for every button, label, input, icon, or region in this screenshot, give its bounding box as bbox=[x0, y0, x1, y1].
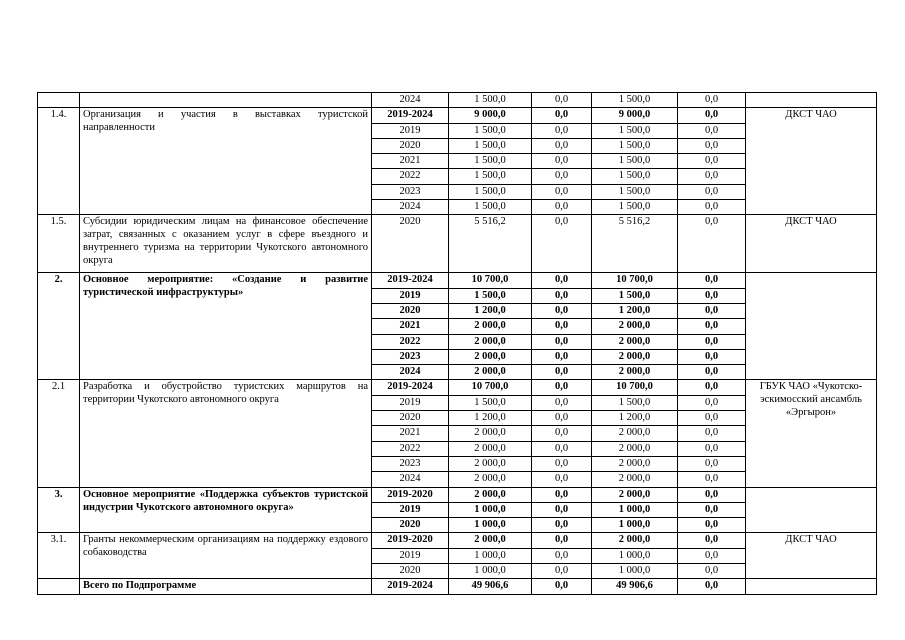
total-cell: 1 000,0 bbox=[449, 502, 532, 517]
table-row bbox=[38, 108, 877, 123]
other-sources-cell: 0,0 bbox=[678, 334, 746, 349]
total-cell: 1 500,0 bbox=[449, 395, 532, 410]
other-sources-cell: 0,0 bbox=[678, 200, 746, 215]
total-cell: 2 000,0 bbox=[449, 349, 532, 364]
item-number: 1.5. bbox=[38, 215, 80, 273]
year-cell: 2024 bbox=[372, 93, 449, 108]
total-cell: 1 500,0 bbox=[449, 169, 532, 184]
federal-budget-cell: 0,0 bbox=[532, 380, 592, 395]
item-number bbox=[38, 579, 80, 594]
other-sources-cell: 0,0 bbox=[678, 273, 746, 288]
item-number: 3.1. bbox=[38, 533, 80, 579]
item-name bbox=[80, 93, 372, 108]
regional-budget-cell: 49 906,6 bbox=[592, 579, 678, 594]
total-cell: 2 000,0 bbox=[449, 441, 532, 456]
regional-budget-cell: 1 500,0 bbox=[592, 200, 678, 215]
total-cell: 2 000,0 bbox=[449, 456, 532, 471]
year-cell: 2021 bbox=[372, 426, 449, 441]
regional-budget-cell: 1 500,0 bbox=[592, 395, 678, 410]
federal-budget-cell: 0,0 bbox=[532, 184, 592, 199]
regional-budget-cell: 10 700,0 bbox=[592, 380, 678, 395]
executor-cell bbox=[746, 273, 877, 380]
other-sources-cell: 0,0 bbox=[678, 154, 746, 169]
other-sources-cell: 0,0 bbox=[678, 395, 746, 410]
regional-budget-cell: 1 500,0 bbox=[592, 93, 678, 108]
federal-budget-cell: 0,0 bbox=[532, 349, 592, 364]
other-sources-cell: 0,0 bbox=[678, 184, 746, 199]
year-cell: 2022 bbox=[372, 334, 449, 349]
item-name: Основное мероприятие «Поддержка субъектов туристской индустрии Чукотского автономного округа» bbox=[80, 487, 372, 533]
total-cell: 1 000,0 bbox=[449, 564, 532, 579]
federal-budget-cell: 0,0 bbox=[532, 533, 592, 548]
other-sources-cell: 0,0 bbox=[678, 365, 746, 380]
federal-budget-cell: 0,0 bbox=[532, 472, 592, 487]
total-cell: 2 000,0 bbox=[449, 472, 532, 487]
table-row bbox=[38, 93, 877, 108]
other-sources-cell: 0,0 bbox=[678, 472, 746, 487]
regional-budget-cell: 2 000,0 bbox=[592, 349, 678, 364]
regional-budget-cell: 2 000,0 bbox=[592, 441, 678, 456]
federal-budget-cell: 0,0 bbox=[532, 518, 592, 533]
total-cell: 1 500,0 bbox=[449, 200, 532, 215]
other-sources-cell: 0,0 bbox=[678, 441, 746, 456]
total-cell: 2 000,0 bbox=[449, 365, 532, 380]
year-cell: 2022 bbox=[372, 441, 449, 456]
executor-cell bbox=[746, 93, 877, 108]
regional-budget-cell: 1 200,0 bbox=[592, 411, 678, 426]
other-sources-cell: 0,0 bbox=[678, 319, 746, 334]
executor-cell bbox=[746, 579, 877, 594]
federal-budget-cell: 0,0 bbox=[532, 123, 592, 138]
total-cell: 5 516,2 bbox=[449, 215, 532, 273]
executor-cell: ДКСТ ЧАО bbox=[746, 215, 877, 273]
federal-budget-cell: 0,0 bbox=[532, 395, 592, 410]
year-cell: 2024 bbox=[372, 472, 449, 487]
regional-budget-cell: 2 000,0 bbox=[592, 334, 678, 349]
federal-budget-cell: 0,0 bbox=[532, 154, 592, 169]
total-cell: 9 000,0 bbox=[449, 108, 532, 123]
year-cell: 2020 bbox=[372, 564, 449, 579]
item-name: Разработка и обустройство туристских маршрутов на территории Чукотского автономного округа bbox=[80, 380, 372, 487]
other-sources-cell: 0,0 bbox=[678, 303, 746, 318]
total-cell: 1 500,0 bbox=[449, 93, 532, 108]
year-cell: 2021 bbox=[372, 319, 449, 334]
regional-budget-cell: 2 000,0 bbox=[592, 319, 678, 334]
regional-budget-cell: 1 500,0 bbox=[592, 184, 678, 199]
year-cell: 2019 bbox=[372, 502, 449, 517]
federal-budget-cell: 0,0 bbox=[532, 303, 592, 318]
total-cell: 10 700,0 bbox=[449, 380, 532, 395]
federal-budget-cell: 0,0 bbox=[532, 548, 592, 563]
federal-budget-cell: 0,0 bbox=[532, 564, 592, 579]
other-sources-cell: 0,0 bbox=[678, 215, 746, 273]
total-row bbox=[38, 579, 877, 594]
other-sources-cell: 0,0 bbox=[678, 487, 746, 502]
total-cell: 1 200,0 bbox=[449, 411, 532, 426]
total-cell: 1 500,0 bbox=[449, 184, 532, 199]
executor-cell: ГБУК ЧАО «Чукотско-эскимосский ансамбль «Эргырон» bbox=[746, 380, 877, 487]
year-cell: 2019 bbox=[372, 548, 449, 563]
total-cell: 2 000,0 bbox=[449, 487, 532, 502]
total-cell: 2 000,0 bbox=[449, 334, 532, 349]
table-row bbox=[38, 487, 877, 502]
total-label: Всего по Подпрограмме bbox=[80, 579, 372, 594]
executor-cell: ДКСТ ЧАО bbox=[746, 533, 877, 579]
total-cell: 10 700,0 bbox=[449, 273, 532, 288]
total-cell: 1 500,0 bbox=[449, 288, 532, 303]
federal-budget-cell: 0,0 bbox=[532, 426, 592, 441]
other-sources-cell: 0,0 bbox=[678, 564, 746, 579]
year-cell: 2019-2024 bbox=[372, 380, 449, 395]
item-number: 3. bbox=[38, 487, 80, 533]
other-sources-cell: 0,0 bbox=[678, 579, 746, 594]
regional-budget-cell: 2 000,0 bbox=[592, 365, 678, 380]
other-sources-cell: 0,0 bbox=[678, 169, 746, 184]
year-cell: 2020 bbox=[372, 411, 449, 426]
other-sources-cell: 0,0 bbox=[678, 288, 746, 303]
item-name: Гранты некоммерческим организациям на поддержку ездового собаководства bbox=[80, 533, 372, 579]
item-name: Основное мероприятие: «Создание и развитие туристической инфраструктуры» bbox=[80, 273, 372, 380]
year-cell: 2019 bbox=[372, 123, 449, 138]
year-cell: 2019-2024 bbox=[372, 579, 449, 594]
regional-budget-cell: 2 000,0 bbox=[592, 426, 678, 441]
table-row bbox=[38, 533, 877, 548]
total-cell: 1 500,0 bbox=[449, 123, 532, 138]
federal-budget-cell: 0,0 bbox=[532, 411, 592, 426]
table-row bbox=[38, 273, 877, 288]
federal-budget-cell: 0,0 bbox=[532, 334, 592, 349]
regional-budget-cell: 1 500,0 bbox=[592, 288, 678, 303]
item-number: 2. bbox=[38, 273, 80, 380]
year-cell: 2024 bbox=[372, 365, 449, 380]
federal-budget-cell: 0,0 bbox=[532, 200, 592, 215]
regional-budget-cell: 1 500,0 bbox=[592, 154, 678, 169]
total-cell: 2 000,0 bbox=[449, 533, 532, 548]
other-sources-cell: 0,0 bbox=[678, 426, 746, 441]
budget-table bbox=[37, 92, 877, 595]
table-row bbox=[38, 215, 877, 273]
other-sources-cell: 0,0 bbox=[678, 548, 746, 563]
year-cell: 2019 bbox=[372, 288, 449, 303]
regional-budget-cell: 2 000,0 bbox=[592, 472, 678, 487]
regional-budget-cell: 2 000,0 bbox=[592, 487, 678, 502]
year-cell: 2020 bbox=[372, 303, 449, 318]
year-cell: 2023 bbox=[372, 349, 449, 364]
total-cell: 1 500,0 bbox=[449, 138, 532, 153]
federal-budget-cell: 0,0 bbox=[532, 456, 592, 471]
year-cell: 2019-2024 bbox=[372, 108, 449, 123]
regional-budget-cell: 1 000,0 bbox=[592, 564, 678, 579]
regional-budget-cell: 1 500,0 bbox=[592, 123, 678, 138]
regional-budget-cell: 5 516,2 bbox=[592, 215, 678, 273]
total-cell: 2 000,0 bbox=[449, 426, 532, 441]
table-row bbox=[38, 380, 877, 395]
other-sources-cell: 0,0 bbox=[678, 138, 746, 153]
item-number: 2.1 bbox=[38, 380, 80, 487]
other-sources-cell: 0,0 bbox=[678, 502, 746, 517]
year-cell: 2022 bbox=[372, 169, 449, 184]
item-number bbox=[38, 93, 80, 108]
federal-budget-cell: 0,0 bbox=[532, 502, 592, 517]
year-cell: 2019-2024 bbox=[372, 273, 449, 288]
executor-cell bbox=[746, 487, 877, 533]
total-cell: 49 906,6 bbox=[449, 579, 532, 594]
federal-budget-cell: 0,0 bbox=[532, 487, 592, 502]
total-cell: 2 000,0 bbox=[449, 319, 532, 334]
item-number: 1.4. bbox=[38, 108, 80, 215]
regional-budget-cell: 1 500,0 bbox=[592, 138, 678, 153]
other-sources-cell: 0,0 bbox=[678, 380, 746, 395]
total-cell: 1 200,0 bbox=[449, 303, 532, 318]
year-cell: 2019-2020 bbox=[372, 533, 449, 548]
item-name: Субсидии юридическим лицам на финансовое обеспечение затрат, связанных с оказанием услуг в сфере въездного и внутреннего туризма на территории Чукотского автономного округа bbox=[80, 215, 372, 273]
regional-budget-cell: 1 000,0 bbox=[592, 548, 678, 563]
year-cell: 2019-2020 bbox=[372, 487, 449, 502]
total-cell: 1 000,0 bbox=[449, 518, 532, 533]
federal-budget-cell: 0,0 bbox=[532, 288, 592, 303]
federal-budget-cell: 0,0 bbox=[532, 138, 592, 153]
year-cell: 2023 bbox=[372, 184, 449, 199]
year-cell: 2020 bbox=[372, 138, 449, 153]
year-cell: 2020 bbox=[372, 518, 449, 533]
executor-cell: ДКСТ ЧАО bbox=[746, 108, 877, 215]
year-cell: 2019 bbox=[372, 395, 449, 410]
other-sources-cell: 0,0 bbox=[678, 411, 746, 426]
year-cell: 2024 bbox=[372, 200, 449, 215]
year-cell: 2020 bbox=[372, 215, 449, 273]
other-sources-cell: 0,0 bbox=[678, 456, 746, 471]
federal-budget-cell: 0,0 bbox=[532, 441, 592, 456]
regional-budget-cell: 10 700,0 bbox=[592, 273, 678, 288]
other-sources-cell: 0,0 bbox=[678, 93, 746, 108]
other-sources-cell: 0,0 bbox=[678, 123, 746, 138]
federal-budget-cell: 0,0 bbox=[532, 319, 592, 334]
regional-budget-cell: 9 000,0 bbox=[592, 108, 678, 123]
item-name: Организация и участия в выставках туристской направленности bbox=[80, 108, 372, 215]
federal-budget-cell: 0,0 bbox=[532, 273, 592, 288]
year-cell: 2021 bbox=[372, 154, 449, 169]
other-sources-cell: 0,0 bbox=[678, 533, 746, 548]
regional-budget-cell: 2 000,0 bbox=[592, 533, 678, 548]
other-sources-cell: 0,0 bbox=[678, 108, 746, 123]
federal-budget-cell: 0,0 bbox=[532, 215, 592, 273]
other-sources-cell: 0,0 bbox=[678, 518, 746, 533]
federal-budget-cell: 0,0 bbox=[532, 365, 592, 380]
regional-budget-cell: 2 000,0 bbox=[592, 456, 678, 471]
regional-budget-cell: 1 500,0 bbox=[592, 169, 678, 184]
year-cell: 2023 bbox=[372, 456, 449, 471]
other-sources-cell: 0,0 bbox=[678, 349, 746, 364]
federal-budget-cell: 0,0 bbox=[532, 169, 592, 184]
total-cell: 1 500,0 bbox=[449, 154, 532, 169]
regional-budget-cell: 1 000,0 bbox=[592, 518, 678, 533]
federal-budget-cell: 0,0 bbox=[532, 93, 592, 108]
federal-budget-cell: 0,0 bbox=[532, 108, 592, 123]
total-cell: 1 000,0 bbox=[449, 548, 532, 563]
federal-budget-cell: 0,0 bbox=[532, 579, 592, 594]
regional-budget-cell: 1 000,0 bbox=[592, 502, 678, 517]
regional-budget-cell: 1 200,0 bbox=[592, 303, 678, 318]
